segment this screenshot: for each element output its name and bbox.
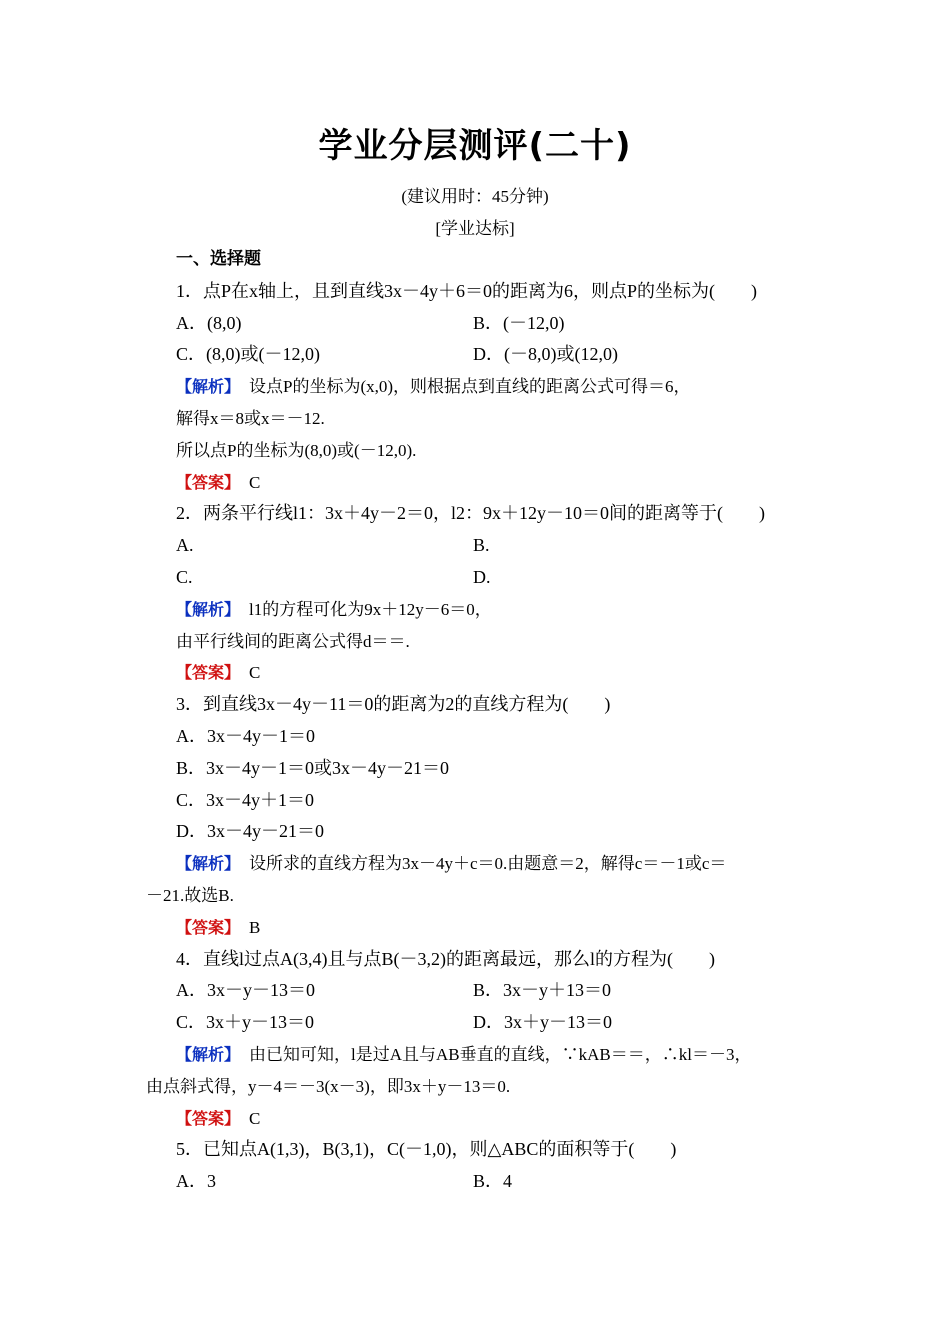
question-list: [146, 244, 816, 1198]
answer-tag: 【答案】: [176, 472, 233, 492]
answer-tag: 【答案】: [176, 917, 233, 937]
analysis-line: 解得x＝8或x＝－12.: [176, 408, 325, 428]
answer-text: C: [232, 1108, 261, 1128]
option-b: B．4: [473, 1171, 513, 1192]
options-row: [146, 1007, 816, 1039]
time-hint: (建议用时：45分钟): [401, 187, 549, 206]
option-b: B．(－12,0): [473, 312, 565, 333]
analysis-line: [146, 1039, 816, 1071]
analysis-text: l1的方程可化为9x＋12y－6＝0，: [232, 599, 492, 619]
question-stem: 1．点P在x轴上，且到直线3x－4y＋6＝0的距离为6，则点P的坐标为( ): [176, 280, 758, 301]
answer-line: [146, 1103, 816, 1135]
answer-line: [146, 657, 816, 689]
analysis-line: 所以点P的坐标为(8,0)或(－12,0).: [176, 440, 417, 460]
option-b: B．3x－y＋13＝0: [473, 980, 612, 1001]
option-a: A．3x－y－13＝0: [176, 980, 315, 1001]
analysis-tag: 【解析】: [176, 854, 233, 874]
analysis-line: 由平行线间的距离公式得d＝＝.: [176, 631, 410, 651]
option-a: A.: [176, 535, 194, 556]
options-row: [146, 1166, 816, 1198]
options-row: [146, 308, 816, 340]
analysis-text: 设所求的直线方程为3x－4y＋c＝0.由题意＝2，解得c＝－1或c＝: [232, 854, 727, 874]
section-heading: 一、选择题: [176, 249, 261, 269]
analysis-line: [146, 371, 816, 403]
analysis-text: 由已知可知，l是过A且与AB垂直的直线，∵kAB＝＝，∴kl＝－3，: [232, 1044, 752, 1064]
answer-text: C: [232, 663, 261, 683]
question-stem: 4．直线l过点A(3,4)且与点B(－3,2)的距离最远，那么l的方程为( ): [176, 948, 715, 969]
option-d: D．(－8,0)或(12,0): [473, 344, 618, 365]
options-row: [146, 339, 816, 371]
options-row: [146, 975, 816, 1007]
option-d: D.: [473, 566, 491, 587]
answer-tag: 【答案】: [176, 1108, 233, 1128]
option-d: D．3x－4y－21＝0: [176, 821, 324, 842]
analysis-text: 设点P的坐标为(x,0)，则根据点到直线的距离公式可得＝6，: [232, 377, 691, 397]
answer-line: [146, 912, 816, 944]
analysis-line: －21.故选B.: [146, 885, 234, 905]
option-c: C．(8,0)或(－12,0): [176, 344, 320, 365]
answer-text: B: [232, 917, 261, 937]
analysis-tag: 【解析】: [176, 1044, 233, 1064]
options-row: [146, 530, 816, 562]
page-title: 学业分层测评(二十): [318, 126, 632, 166]
analysis-line: [146, 594, 816, 626]
question-stem: 3．到直线3x－4y－11＝0的距离为2的直线方程为( ): [176, 694, 611, 715]
option-a: A．3: [176, 1171, 216, 1192]
options-row: [146, 562, 816, 594]
analysis-line: 由点斜式得，y－4＝－3(x－3)，即3x＋y－13＝0.: [146, 1076, 511, 1096]
option-b: B.: [473, 535, 490, 556]
analysis-tag: 【解析】: [176, 377, 233, 397]
answer-tag: 【答案】: [176, 663, 233, 683]
question-stem: 5．已知点A(1,3)，B(3,1)，C(－1,0)，则△ABC的面积等于( ): [176, 1139, 677, 1160]
option-c: C.: [176, 566, 193, 587]
question-stem: 2．两条平行线l1：3x＋4y－2＝0，l2：9x＋12y－10＝0间的距离等于( ): [176, 503, 765, 524]
analysis-line: [146, 848, 816, 880]
analysis-tag: 【解析】: [176, 599, 233, 619]
answer-text: C: [232, 472, 261, 492]
option-a: A．3x－4y－1＝0: [176, 725, 315, 746]
option-d: D．3x＋y－13＝0: [473, 1012, 612, 1033]
option-b: B．3x－4y－1＝0或3x－4y－21＝0: [176, 757, 450, 778]
level-heading: [学业达标]: [435, 219, 515, 238]
option-c: C．3x－4y＋1＝0: [176, 789, 315, 810]
option-a: A．(8,0): [176, 312, 242, 333]
option-c: C．3x＋y－13＝0: [176, 1012, 315, 1033]
answer-line: [146, 467, 816, 499]
